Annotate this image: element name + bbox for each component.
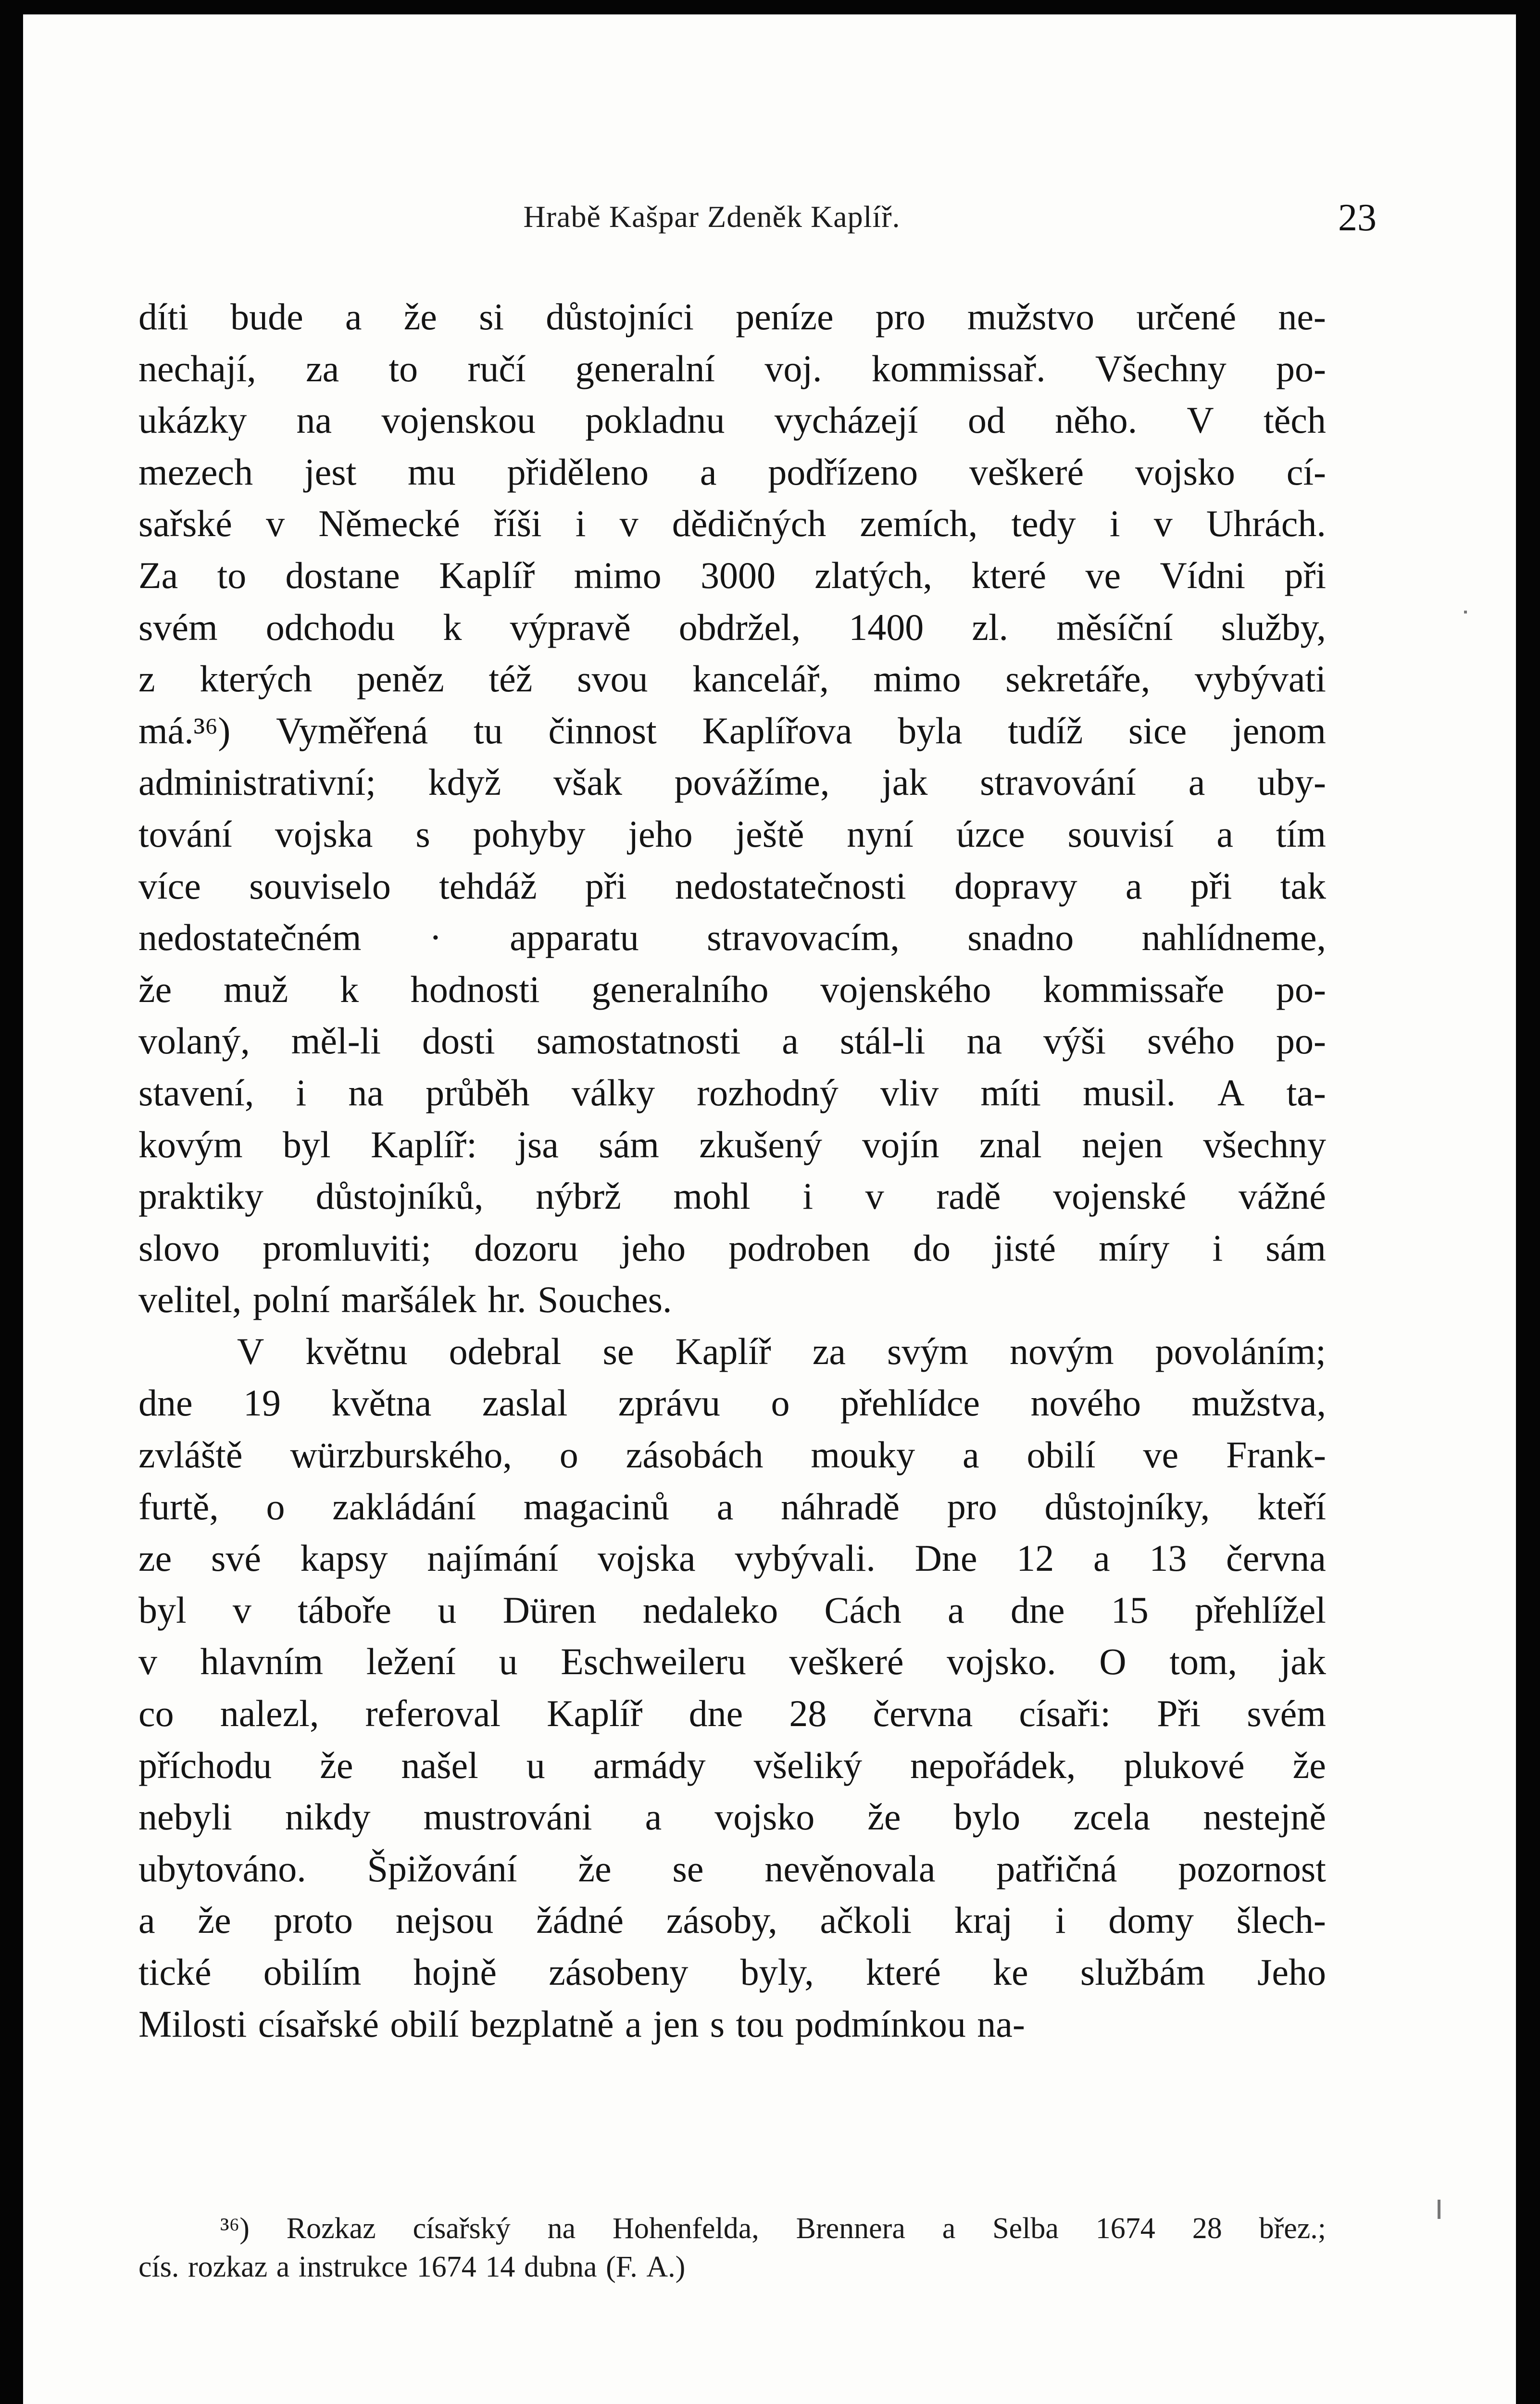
text-line: a že proto nejsou žádné zásoby, ačkoli kraj i domy šlech- <box>138 1899 1326 1941</box>
text-line: díti bude a že si důstojníci peníze pro mužstvo určené ne- <box>138 296 1326 338</box>
text-line: nebyli nikdy mustrováni a vojsko že bylo zcela nestejně <box>138 1796 1326 1838</box>
text-line: nechají, za to ručí generalní voj. kommissař. Všechny po- <box>138 347 1326 389</box>
text-line: kovým byl Kaplíř: jsa sám zkušený vojín znal nejen všechny <box>138 1123 1326 1165</box>
footnote-line: ³⁶) Rozkaz císařský na Hohenfelda, Brennera a Selba 1674 28 břez.; <box>220 2212 1326 2245</box>
scan-speck <box>1464 611 1467 614</box>
book-page <box>23 14 1516 2404</box>
text-line: dne 19 května zaslal zprávu o přehlídce nového mužstva, <box>138 1382 1326 1424</box>
text-line: ukázky na vojenskou pokladnu vycházejí od něho. V těch <box>138 399 1326 441</box>
text-line: stavení, i na průběh války rozhodný vliv míti musil. A ta- <box>138 1071 1326 1114</box>
text-line: svém odchodu k výpravě obdržel, 1400 zl. měsíční služby, <box>138 606 1326 648</box>
text-line: ze své kapsy najímání vojska vybývali. Dne 12 a 13 června <box>138 1537 1326 1579</box>
scan-speck <box>1438 2200 1440 2219</box>
text-line: furtě, o zakládání magacinů a náhradě pro důstojníky, kteří <box>138 1485 1326 1528</box>
text-line: volaný, měl-li dosti samostatnosti a stál-li na výši svého po- <box>138 1020 1326 1062</box>
footnote-line: cís. rozkaz a instrukce 1674 14 dubna (F. A.) <box>138 2251 686 2283</box>
text-line: nedostatečném · apparatu stravovacím, snadno nahlídneme, <box>138 916 1326 959</box>
text-line: v hlavním ležení u Eschweileru veškeré vojsko. O tom, jak <box>138 1640 1326 1683</box>
text-line: má.³⁶) Vyměřená tu činnost Kaplířova byla tudíž sice jenom <box>138 709 1326 751</box>
text-line: tování vojska s pohyby jeho ještě nyní úzce souvisí a tím <box>138 813 1326 855</box>
text-line: Za to dostane Kaplíř mimo 3000 zlatých, které ve Vídni při <box>138 554 1326 596</box>
text-line: tické obilím hojně zásobeny byly, které ke službám Jeho <box>138 1951 1326 1993</box>
footnotes <box>138 2209 1326 2286</box>
page-number: 23 <box>1338 197 1377 239</box>
text-line: V květnu odebral se Kaplíř za svým novým povoláním; <box>237 1330 1326 1372</box>
text-line: Milosti císařské obilí bezplatně a jen s tou podmínkou na- <box>138 2003 1025 2045</box>
text-line: ubytováno. Špižování že se nevěnovala patřičná pozornost <box>138 1847 1326 1890</box>
text-line: z kterých peněz též svou kancelář, mimo sekretáře, vybývati <box>138 658 1326 700</box>
text-line: co nalezl, referoval Kaplíř dne 28 června císaři: Při svém <box>138 1692 1326 1735</box>
text-line: sařské v Německé říši i v dědičných zemích, tedy i v Uhrách. <box>138 502 1326 545</box>
text-line: byl v táboře u Düren nedaleko Cách a dne 15 přehlížel <box>138 1589 1326 1631</box>
text-line: velitel, polní maršálek hr. Souches. <box>138 1278 672 1321</box>
text-line: příchodu že našel u armády všeliký nepořádek, plukové že <box>138 1744 1326 1786</box>
text-line: praktiky důstojníků, nýbrž mohl i v radě vojenské vážné <box>138 1175 1326 1217</box>
page-header <box>138 197 1377 245</box>
text-line: slovo promluviti; dozoru jeho podroben do jisté míry i sám <box>138 1227 1326 1269</box>
text-line: mezech jest mu přiděleno a podřízeno veškeré vojsko cí- <box>138 451 1326 493</box>
running-title: Hrabě Kašpar Zdeněk Kaplíř. <box>523 200 901 234</box>
text-line: více souviselo tehdáž při nedostatečnosti dopravy a při tak <box>138 864 1326 907</box>
text-line: zvláště würzburského, o zásobách mouky a obilí ve Frank- <box>138 1434 1326 1476</box>
text-line: že muž k hodnosti generalního vojenského kommissaře po- <box>138 968 1326 1010</box>
body-text <box>138 291 1326 2050</box>
text-line: administrativní; když však povážíme, jak stravování a uby- <box>138 761 1326 803</box>
